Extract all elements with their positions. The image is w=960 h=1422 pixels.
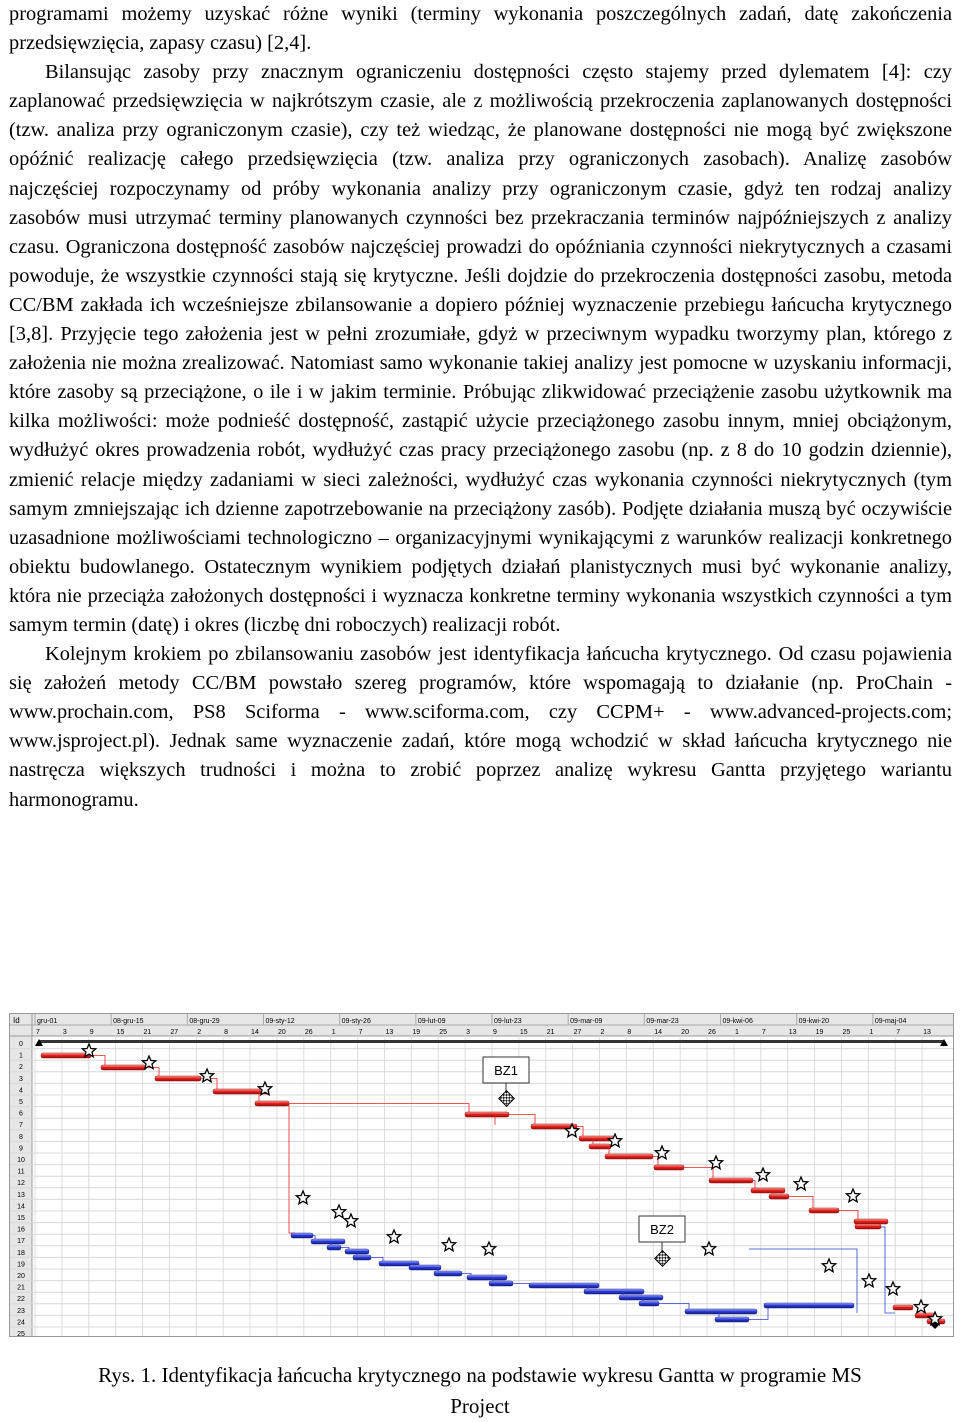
body-text — [9, 0, 952, 815]
day-label: 2 — [197, 1029, 202, 1036]
row-id: 5 — [19, 1099, 23, 1106]
critical-task-bar — [41, 1053, 91, 1058]
day-label: 15 — [116, 1029, 125, 1036]
day-label: 25 — [842, 1029, 851, 1036]
row-id: 4 — [19, 1087, 23, 1095]
feeding-task-bar — [715, 1317, 749, 1322]
critical-task-bar — [709, 1178, 753, 1183]
buffer-label: BZ2 — [650, 1222, 674, 1237]
critical-task-bar — [255, 1101, 289, 1106]
row-id: 14 — [17, 1203, 25, 1211]
row-id: 6 — [19, 1110, 23, 1118]
critical-task-bar — [855, 1224, 881, 1229]
critical-task-bar — [101, 1065, 146, 1070]
day-label: 2 — [600, 1029, 605, 1036]
critical-task-bar — [155, 1076, 201, 1081]
day-label: 26 — [708, 1029, 716, 1036]
day-label: 13 — [788, 1029, 797, 1036]
row-id: 17 — [17, 1238, 25, 1246]
day-label: 1 — [734, 1029, 739, 1036]
feeding-task-bar — [489, 1281, 513, 1286]
week-label: 09-maj-04 — [874, 1018, 907, 1025]
row-id: 2 — [19, 1064, 23, 1072]
row-id: 25 — [17, 1331, 25, 1337]
paragraph: Bilansując zasoby przy znacznym ograniczeniu dostępności często stajemy przed dylematem [4]: czy zaplanować przedsięwzięcia w najkrótszym czasie, ale z możliwością przekroczenia zaplanowanych dostępności (tzw. analiza przy ograniczonym czasie), czy też wiedząc, że planowane dostępności nie mogą być zwiększone opóźnić realizację całego przedsięwzięcia (tzw. analiza przy ograniczonych zasobach). Analizę zasobów najczęściej rozpoczynamy od próby wykonania analizy przy ograniczonym czasie, gdyż ten rodzaj analizy zasobów musi utrzymać terminy planowanych czynności bez przekraczania terminów najpóźniejszych z analizy czasu. Ograniczona dostępność zasobów najczęściej prowadzi do opóźniania czynności niekrytycznych a czasami powoduje, że wszystkie czynności stają się krytyczne. Jeśli dojdzie do przekroczenia dostępności zasobu, metoda CC/BM zakłada ich wcześniejsze zbilansowanie a dopiero później wyznaczenie przebiegu łańcucha krytycznego [3,8]. Przyjęcie tego założenia jest w pełni zrozumiałe, gdyż w przeciwnym wypadku tworzymy plan, którego z założenia nie można zrealizować. Natomiast samo wykonanie takiej analizy jest pomocne w uzyskaniu informacji, które zasoby są przeciążone, o ile i w jakim terminie. Próbując zlikwidować przeciążenie zasobu użytkownik ma kilka możliwości: może podnieść dostępność, zastąpić użycie przeciążonego zasobu innym, mniej obciążonym, wydłużyć okres prowadzenia robót, wydłużyć czas pracy przeciążonego zasobu (np. z 8 do 10 godzin dziennie), zmienić relacje między zadaniami w sieci zależności, wydłużyć czas wykonania czynności niekrytycznych (tym samym zmniejszając ich dzienne zapotrzebowanie na przeciążony zasób). Podjęte działania muszą być oczywiście uzasadnione możliwościami technologiczno – organizacyjnymi wynikającymi z warunków realizacji konkretnego obiektu budowlanego. Ostatecznym wynikiem podjętych działań planistycznych musi być wykonanie analizy, która nie przeciąża założonych dostępności i wyznacza konkretne terminy wykonania wszystkich czynności a tym samym termin (datę) i okres (liczbę dni roboczych) realizacji robót. — [9, 61, 952, 636]
week-label: 08-gru-29 — [189, 1018, 220, 1025]
day-label: 20 — [277, 1029, 286, 1036]
critical-task-bar — [654, 1165, 684, 1170]
day-label: 7 — [761, 1029, 766, 1036]
row-id: 9 — [19, 1145, 23, 1153]
day-label: 21 — [546, 1029, 555, 1036]
row-id: 15 — [17, 1215, 25, 1222]
day-label: 21 — [143, 1029, 152, 1036]
day-label: 9 — [493, 1029, 497, 1036]
week-label: gru-01 — [37, 1018, 58, 1025]
paragraph: Kolejnym krokiem po zbilansowaniu zasobów jest identyfikacja łańcucha krytycznego. Od czasu pojawienia się założeń metody CC/BM powstało szereg programów, które wspomagają to działanie (np. ProChain - www.prochain.com, PS8 Sciforma - www.sciforma.com, czy CCPM+ - www.advanced-projects.com; www.jsproject.pl). Jednak same wyznaczenie zadań, które mogą wchodzić w skład łańcucha krytycznego nie nastręcza większych trudności i można to zrobić poprzez analizę wykresu Gantta przyjętego wariantu harmonogramu. — [9, 643, 952, 811]
week-label: 09-mar-09 — [570, 1018, 603, 1025]
feeding-task-bar — [434, 1271, 462, 1276]
row-id: 3 — [19, 1075, 23, 1083]
feeding-task-bar — [291, 1233, 313, 1238]
day-label: 7 — [36, 1029, 40, 1036]
day-label: 13 — [923, 1029, 931, 1036]
day-label: 8 — [224, 1029, 229, 1036]
corner-label: Id — [13, 1016, 20, 1025]
day-label: 1 — [869, 1029, 874, 1036]
day-label: 19 — [815, 1029, 824, 1036]
gantt-figure — [9, 1013, 954, 1337]
critical-task-bar — [605, 1154, 653, 1159]
row-id: 22 — [17, 1296, 25, 1304]
row-id: 13 — [17, 1191, 25, 1199]
day-label: 3 — [466, 1029, 471, 1036]
caption-line: Project — [450, 1394, 510, 1418]
feeding-task-bar — [327, 1245, 341, 1250]
week-label: 09-lut-23 — [494, 1018, 522, 1025]
row-id: 11 — [17, 1168, 25, 1176]
week-label: 09-lut-09 — [417, 1018, 446, 1025]
figure-caption — [0, 1360, 960, 1422]
row-id: 16 — [17, 1226, 25, 1234]
week-label: 08-gru-15 — [113, 1018, 144, 1025]
row-id: 8 — [19, 1133, 23, 1141]
row-id: 18 — [17, 1249, 25, 1257]
day-label: 9 — [89, 1029, 94, 1036]
critical-task-bar — [589, 1144, 611, 1149]
week-label: 09-kwi-20 — [798, 1018, 830, 1025]
feeding-task-bar — [409, 1265, 441, 1270]
paragraph: programami możemy uzyskać różne wyniki (terminy wykonania poszczególnych zadań, datę zakończenia przedsięwzięcia, zapasy czasu) [2,4]. — [9, 3, 952, 55]
day-label: 8 — [627, 1029, 632, 1036]
row-id: 1 — [19, 1052, 23, 1060]
week-label: 09-kwi-06 — [722, 1018, 753, 1025]
feeding-task-bar — [764, 1303, 854, 1308]
row-id: 0 — [19, 1041, 23, 1048]
day-label: 19 — [412, 1029, 421, 1036]
day-label: 7 — [896, 1029, 901, 1036]
critical-task-bar — [809, 1208, 839, 1213]
feeding-task-bar — [639, 1301, 659, 1306]
day-label: 25 — [439, 1029, 448, 1036]
row-id: 24 — [17, 1319, 25, 1327]
day-label: 3 — [62, 1029, 67, 1036]
row-id: 19 — [17, 1261, 25, 1269]
day-label: 7 — [358, 1029, 363, 1036]
feeding-task-bar — [353, 1255, 371, 1260]
summary-bar — [39, 1040, 944, 1043]
week-label: 09-mar-23 — [646, 1018, 679, 1025]
day-label: 14 — [654, 1029, 663, 1036]
row-id: 12 — [17, 1180, 25, 1188]
day-label: 13 — [385, 1029, 394, 1036]
day-label: 27 — [573, 1029, 582, 1036]
buffer-label: BZ1 — [494, 1063, 518, 1078]
row-id: 7 — [19, 1122, 23, 1130]
critical-task-bar — [465, 1112, 509, 1117]
week-label: 09-sty-26 — [341, 1018, 371, 1025]
gantt-chart — [9, 1013, 954, 1337]
caption-line: Rys. 1. Identyfikacja łańcucha krytycznego na podstawie wykresu Gantta w programie MS — [98, 1363, 862, 1387]
day-label: 1 — [331, 1029, 336, 1036]
day-label: 14 — [251, 1029, 259, 1036]
day-label: 20 — [681, 1029, 689, 1036]
day-label: 26 — [304, 1029, 313, 1036]
day-label: 27 — [170, 1029, 179, 1036]
critical-task-bar — [769, 1194, 789, 1199]
row-id: 21 — [17, 1284, 25, 1292]
row-id: 20 — [17, 1273, 25, 1280]
row-id: 10 — [17, 1157, 25, 1164]
day-label: 15 — [519, 1029, 528, 1036]
critical-task-bar — [893, 1305, 913, 1310]
row-id: 23 — [17, 1307, 25, 1315]
week-label: 09-sty-12 — [265, 1018, 295, 1025]
